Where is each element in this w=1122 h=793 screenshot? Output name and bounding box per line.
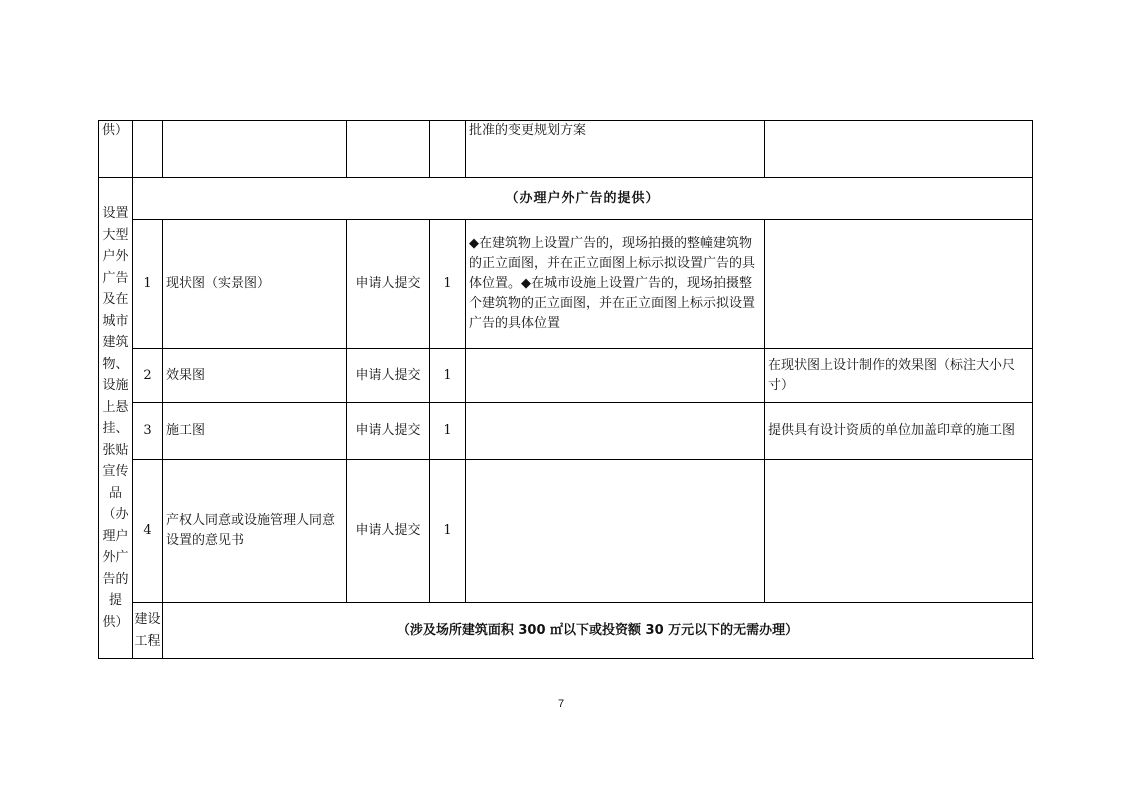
table-row — [99, 460, 1033, 603]
materials-table — [98, 120, 1033, 659]
table-row — [99, 121, 1033, 178]
requirement-cell: 批准的变更规划方案 — [466, 121, 765, 178]
remark-cell — [765, 220, 1033, 349]
remark-cell: 提供具有设计资质的单位加盖印章的施工图 — [765, 403, 1033, 460]
table-row — [99, 220, 1033, 349]
category-vertical-cell: 设置 大型 户外 广告 及在 城市 建筑 物、 设施 上悬 挂、 张贴 宣传 品 （办 理户 外广 告的 提 供） — [99, 178, 133, 659]
number-cell — [133, 121, 163, 178]
source-cell: 申请人提交 — [347, 220, 430, 349]
number-cell: 4 — [133, 460, 163, 603]
category-cell: 供） — [99, 121, 133, 178]
remark-cell — [765, 121, 1033, 178]
category-vertical-cell: 建设 工程 — [133, 603, 163, 659]
table-row — [99, 349, 1033, 403]
section-header-row — [99, 178, 1033, 220]
requirement-cell — [466, 460, 765, 603]
material-cell — [163, 121, 347, 178]
copies-cell: 1 — [430, 460, 466, 603]
source-cell — [347, 121, 430, 178]
material-cell: 现状图（实景图） — [163, 220, 347, 349]
remark-cell: 在现状图上设计制作的效果图（标注大小尺寸） — [765, 349, 1033, 403]
number-cell: 2 — [133, 349, 163, 403]
requirement-cell — [466, 349, 765, 403]
number-cell: 3 — [133, 403, 163, 460]
material-cell: 效果图 — [163, 349, 347, 403]
material-cell: 施工图 — [163, 403, 347, 460]
remark-cell — [765, 460, 1033, 603]
copies-cell: 1 — [430, 220, 466, 349]
copies-cell — [430, 121, 466, 178]
requirement-cell: ◆在建筑物上设置广告的，现场拍摄的整幢建筑物的正立面图，并在正立面图上标示拟设置广告的具体位置。◆在城市设施上设置广告的，现场拍摄整个建筑物的正立面图，并在正立面图上标示拟设置广告的具体位置 — [466, 220, 765, 349]
section-title: （涉及场所建筑面积 300 ㎡以下或投资额 30 万元以下的无需办理） — [163, 603, 1033, 659]
source-cell: 申请人提交 — [347, 349, 430, 403]
material-cell: 产权人同意或设施管理人同意设置的意见书 — [163, 460, 347, 603]
section-header-row — [99, 603, 1033, 659]
table-row — [99, 403, 1033, 460]
copies-cell: 1 — [430, 403, 466, 460]
section-title: （办理户外广告的提供） — [133, 178, 1033, 220]
page-number: 7 — [557, 698, 565, 710]
source-cell: 申请人提交 — [347, 460, 430, 603]
copies-cell: 1 — [430, 349, 466, 403]
number-cell: 1 — [133, 220, 163, 349]
source-cell: 申请人提交 — [347, 403, 430, 460]
requirement-cell — [466, 403, 765, 460]
